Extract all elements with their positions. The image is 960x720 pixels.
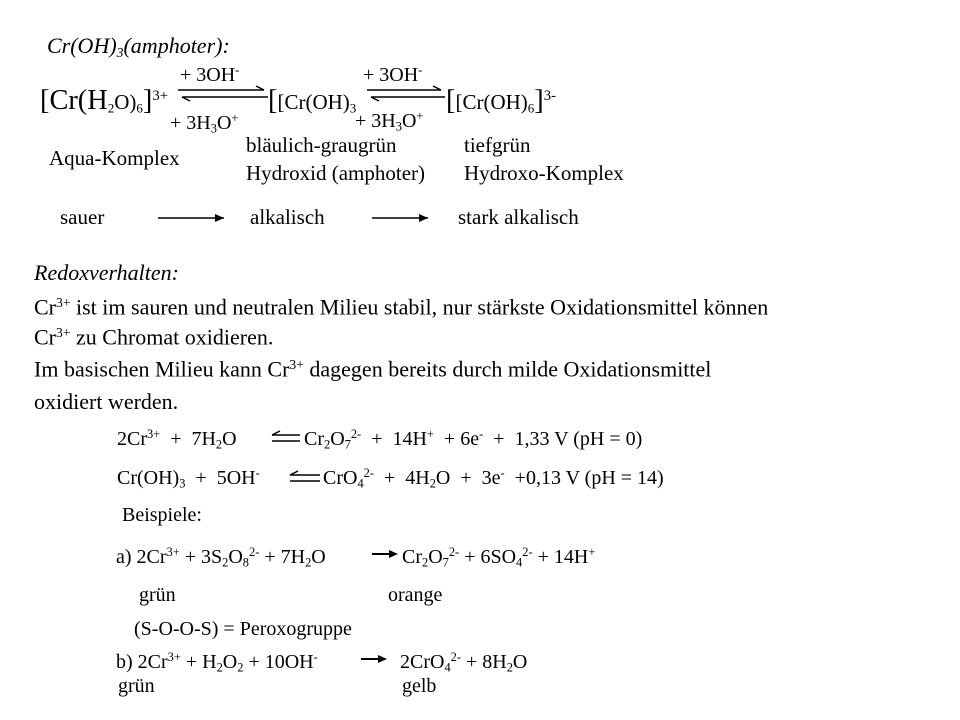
ph-arrow-2 <box>372 213 430 223</box>
hydronium-addition-1: + $3H_3O^+$ <box>170 111 239 136</box>
section-heading: $Cr(OH)_3(amphoter)$: <box>47 33 230 60</box>
example-a-arrow <box>372 549 398 559</box>
redox-line-3: Im basischen Milieu kann $Cr^{3+}$ dagegen bereits durch milde Oxidationsmittel <box>34 356 712 382</box>
example-b-lhs: b) $2Cr^{3+} + H_2O_2 + 10OH^-$ <box>116 650 318 675</box>
peroxo-group-note: (S-O-O-S) = Peroxogruppe <box>134 618 352 640</box>
example-a-rhs: $Cr_2O_7^{2-} + 6SO_4^{2-} + 14H^+$ <box>402 545 596 570</box>
equilibrium-arrow-1 <box>178 88 268 100</box>
hydroxide-formula: [[$Cr(OH)_3$ <box>268 85 357 116</box>
hydronium-addition-2: + $3H_3O^+$ <box>355 109 424 134</box>
eq1-arrow <box>272 432 300 444</box>
hydroxide-addition-1: + 3OH- <box>180 63 240 86</box>
example-b-arrow <box>361 654 387 664</box>
eq1-rhs: $Cr_2O_7^{2-} + 14H^+ + 6e^- + 1,33$ V (pH = 0) <box>304 427 643 452</box>
hydroxo-complex-formula: [$[Cr(OH)_6]^{3-}$ <box>446 85 556 116</box>
aqua-complex-label: Aqua-Komplex <box>49 146 180 170</box>
ph-sauer-label: sauer <box>60 205 105 229</box>
example-a-lhs: a) $2Cr^{3+} + 3S_2O_8^{2-} + 7H_2O$ <box>116 545 326 570</box>
ph-arrow-1 <box>158 213 226 223</box>
examples-label: Beispiele: <box>122 504 202 526</box>
eq2-arrow <box>290 472 320 484</box>
ph-stark-alkalisch-label: stark alkalisch <box>458 205 579 229</box>
redox-line-1: $Cr^{3+}$ ist im sauren und neutralen Milieu stabil, nur stärkste Oxidationsmittel können <box>34 294 769 320</box>
aqua-complex-formula: $[Cr(H_2O)_6]^{3+}$ <box>40 85 168 116</box>
eq1-lhs: $2Cr^{3+} + 7H_2O$ <box>117 427 237 452</box>
ph-alkalisch-label: alkalisch <box>250 205 325 229</box>
example-a-color-right: orange <box>388 584 443 606</box>
example-b-color-right: gelb <box>402 675 437 697</box>
example-a-color-left: grün <box>139 584 176 606</box>
example-b-color-left: grün <box>118 675 155 697</box>
example-b-rhs: $2CrO_4^{2-} + 8H_2O$ <box>400 650 528 675</box>
equilibrium-arrow-2 <box>367 88 445 100</box>
redox-line-4: oxidiert werden. <box>34 389 179 414</box>
eq2-rhs: $CrO_4^{2-} + 4H_2O + 3e^- +0,13$ V (pH = 14) <box>323 466 664 491</box>
eq2-lhs: $Cr(OH)_3 + 5OH^-$ <box>117 466 260 491</box>
hydroxide-name-label: Hydroxid (amphoter) <box>246 161 426 185</box>
hydroxide-addition-2: + 3OH- <box>363 63 423 86</box>
redox-heading: Redoxverhalten: <box>34 260 179 285</box>
redox-line-2: $Cr^{3+}$ zu Chromat oxidieren. <box>34 324 274 350</box>
hydroxide-color-label: bläulich-graugrün <box>246 133 397 157</box>
hydroxo-color-label: tiefgrün <box>464 133 531 157</box>
hydroxo-name-label: Hydroxo-Komplex <box>464 161 624 185</box>
